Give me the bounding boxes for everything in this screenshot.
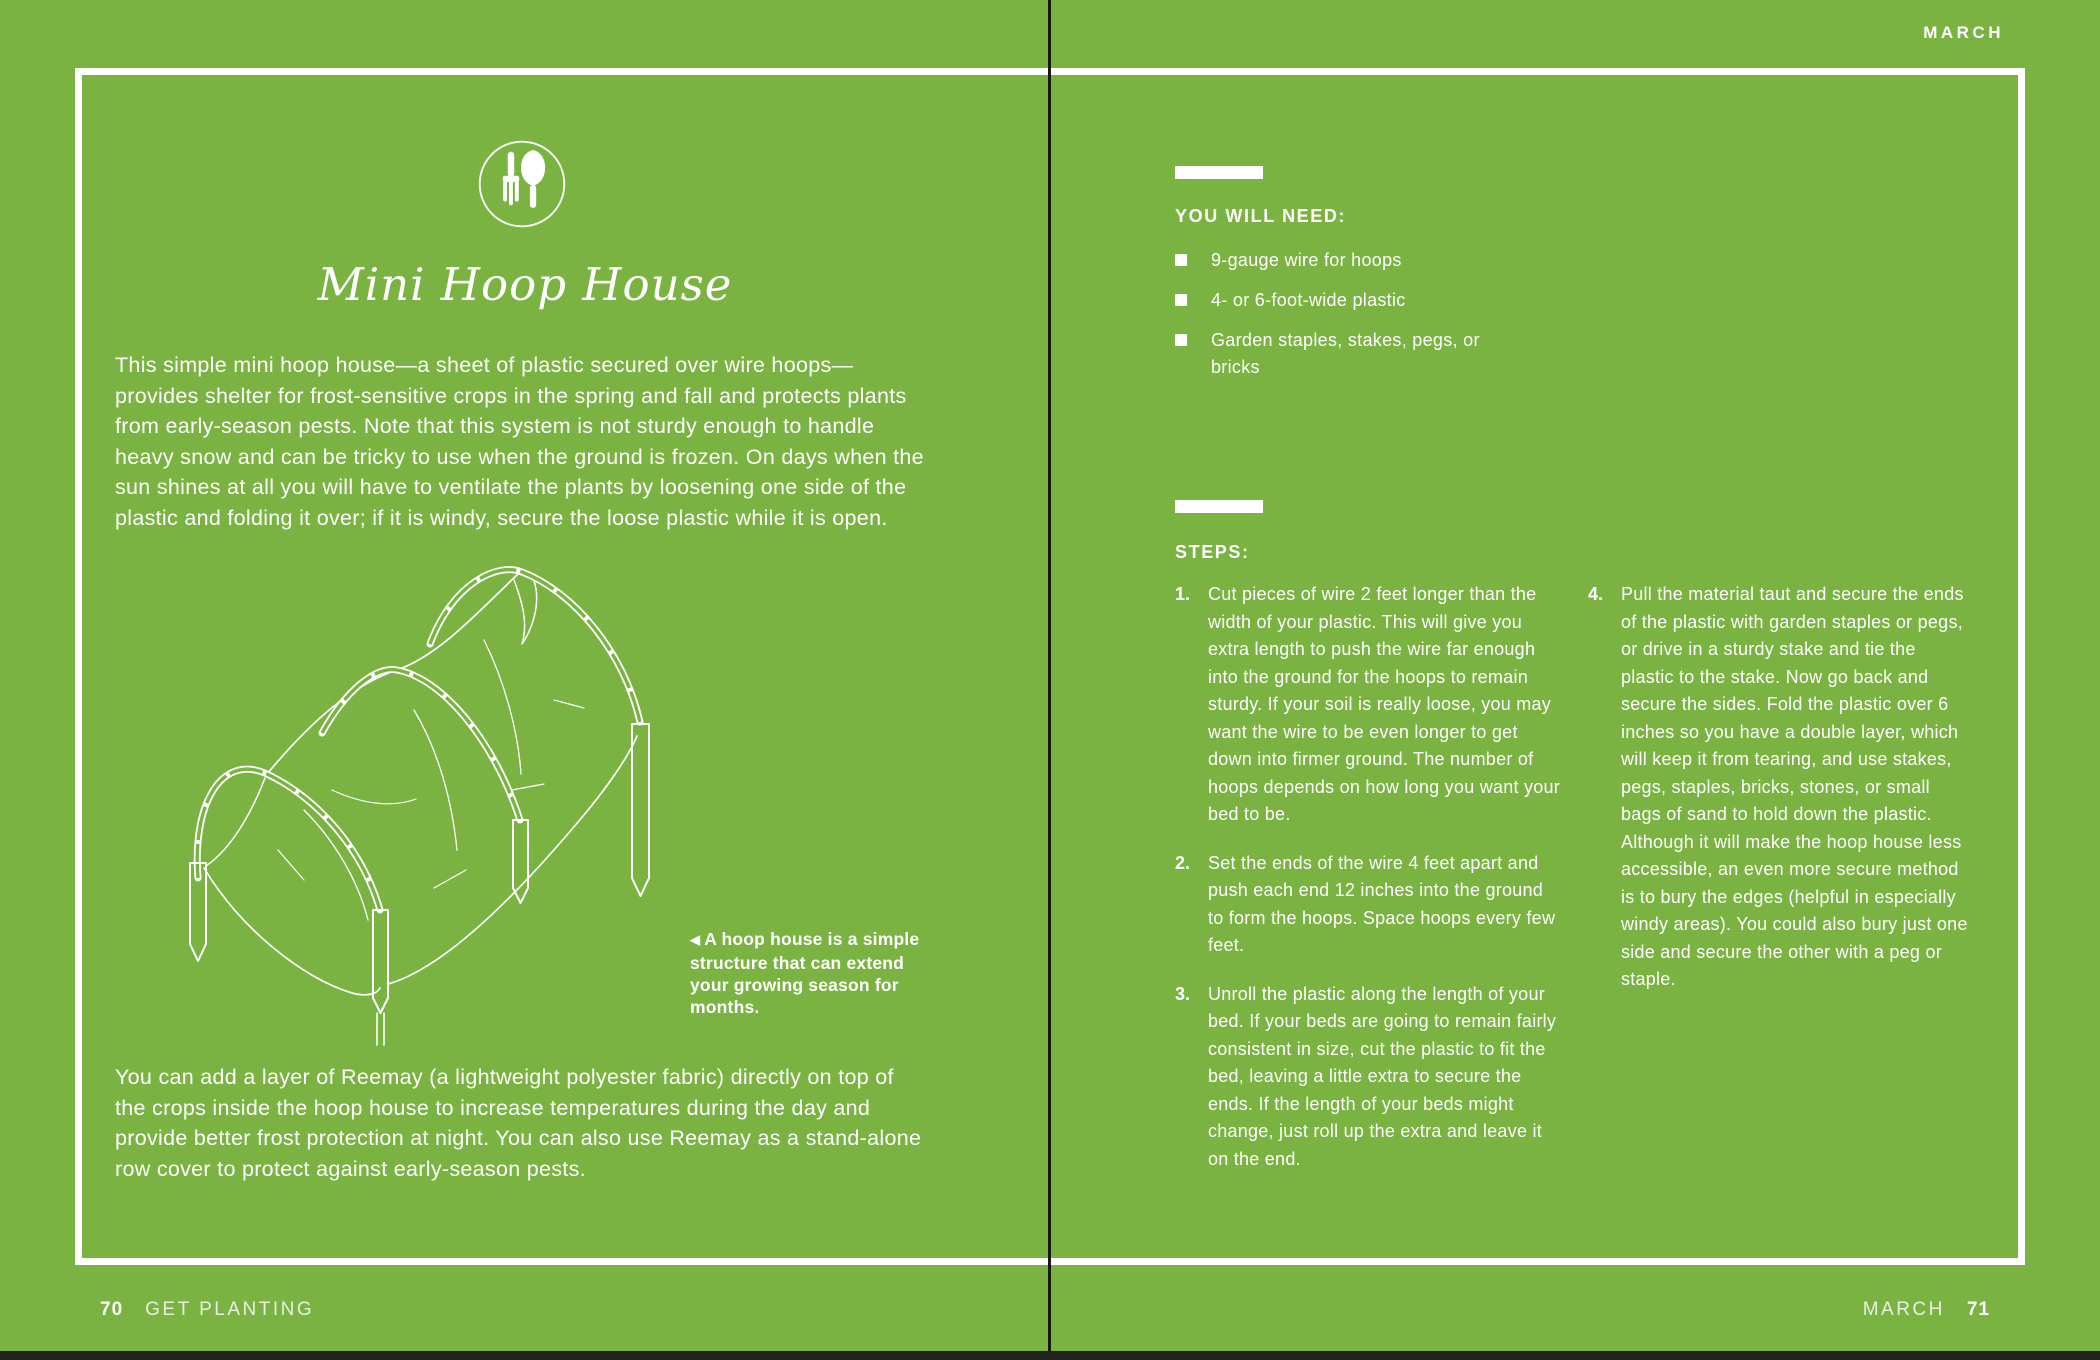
step-number: 3. [1175,983,1191,1004]
materials-item [1175,247,1495,274]
steps-heading: STEPS: [1175,542,1250,562]
left-running-foot: GET PLANTING [145,1299,315,1320]
steps-column-2 [1588,581,1983,1015]
left-footer [100,1299,314,1321]
left-page [0,0,1049,1360]
page-number-left: 70 [100,1299,124,1320]
right-footer [1863,1299,1990,1321]
caption-text: A hoop house is a simple structure that can extend your growing season for months. [690,929,920,1017]
step-text: Unroll the plastic along the length of your bed. If your beds are going to remain fairly consistent in size, cut the plastic to fit the bed, leaving a little extra to secure the ends. If the length of your beds might change, just roll up the extra and leave it on the end. [1208,983,1557,1169]
step-number: 1. [1175,584,1191,604]
hoop-house-illustration [182,548,666,1048]
materials-list [1175,247,1495,394]
square-bullet-icon [1175,334,1187,346]
step-text: Set the ends of the wire 4 feet apart and push each end 12 inches into the ground to form the hoops. Space hoops every few feet. [1208,852,1556,955]
step-number: 4. [1588,584,1604,604]
section-tag-bar [1175,500,1263,513]
materials-item [1175,327,1495,381]
step-number: 2. [1175,852,1191,873]
step-item-4 [1588,581,1983,994]
step-item-3 [1175,981,1575,1174]
step-text: Pull the material taut and secure the ends of the plastic with garden staples or pegs, or drive in a sturdy stake and tie the plastic to the stake. Now go back and secure the sides. Fold the plastic over 6 inches so you have a double layer, which will keep it from tearing, and use stakes, pegs, staples, bricks, stones, or small bags of sand to hold down the plastic. Although it will make the hoop house less accessible, an even more secure method is to bury the edges (helpful in especially windy areas). You could also bury just one side and secure the other with a peg or staple. [1621,584,1968,989]
steps-column-1 [1175,581,1575,1194]
step-text: Cut pieces of wire 2 feet longer than the width of your plastic. This will give you extra length to push the wire far enough into the ground for the hoops to remain sturdy. If your soil is really loose, you may want the wire to be even longer to get down into firmer ground. The number of hoops depends on how long you want your bed to be. [1208,584,1560,824]
page-title: Mini Hoop House [317,258,733,311]
materials-item-text: 9-gauge wire for hoops [1211,250,1402,270]
materials-item [1175,287,1495,314]
running-head: MARCH [1923,23,2004,42]
page-number-right: 71 [1966,1299,1990,1320]
section-tag-bar [1175,166,1263,179]
you-will-need-heading: YOU WILL NEED: [1175,206,1347,226]
intro-paragraph: This simple mini hoop house—a sheet of plastic secured over wire hoops—provides shelter for frost-sensitive crops in the spring and fall and protects plants from early-season pests. Note that this system is not sturdy enough to handle heavy snow and can be tricky to use when the ground is frozen. On days when the sun shines at all you will have to ventilate the plants by loosening one side of the plastic and folding it over; if it is windy, secure the loose plastic while it is open. [115,353,924,530]
caption-arrow-icon: ◀ [690,932,701,947]
right-running-foot: MARCH [1862,1299,1945,1320]
materials-item-text: 4- or 6-foot-wide plastic [1211,290,1406,310]
materials-item-text: Garden staples, stakes, pegs, or bricks [1211,330,1480,377]
square-bullet-icon [1175,294,1187,306]
right-page [1051,0,2100,1360]
step-item-1 [1175,581,1575,829]
scan-bottom-edge [0,1351,2100,1360]
garden-tools-icon [476,138,568,230]
square-bullet-icon [1175,254,1187,266]
step-item-2 [1175,850,1575,960]
illustration-caption [690,928,942,1018]
outro-paragraph: You can add a layer of Reemay (a lightweight polyester fabric) directly on top of the crops inside the hoop house to increase temperatures during the day and provide better frost protection at night. You can also use Reemay as a stand-alone row cover to protect against early-season pests. [115,1065,922,1181]
